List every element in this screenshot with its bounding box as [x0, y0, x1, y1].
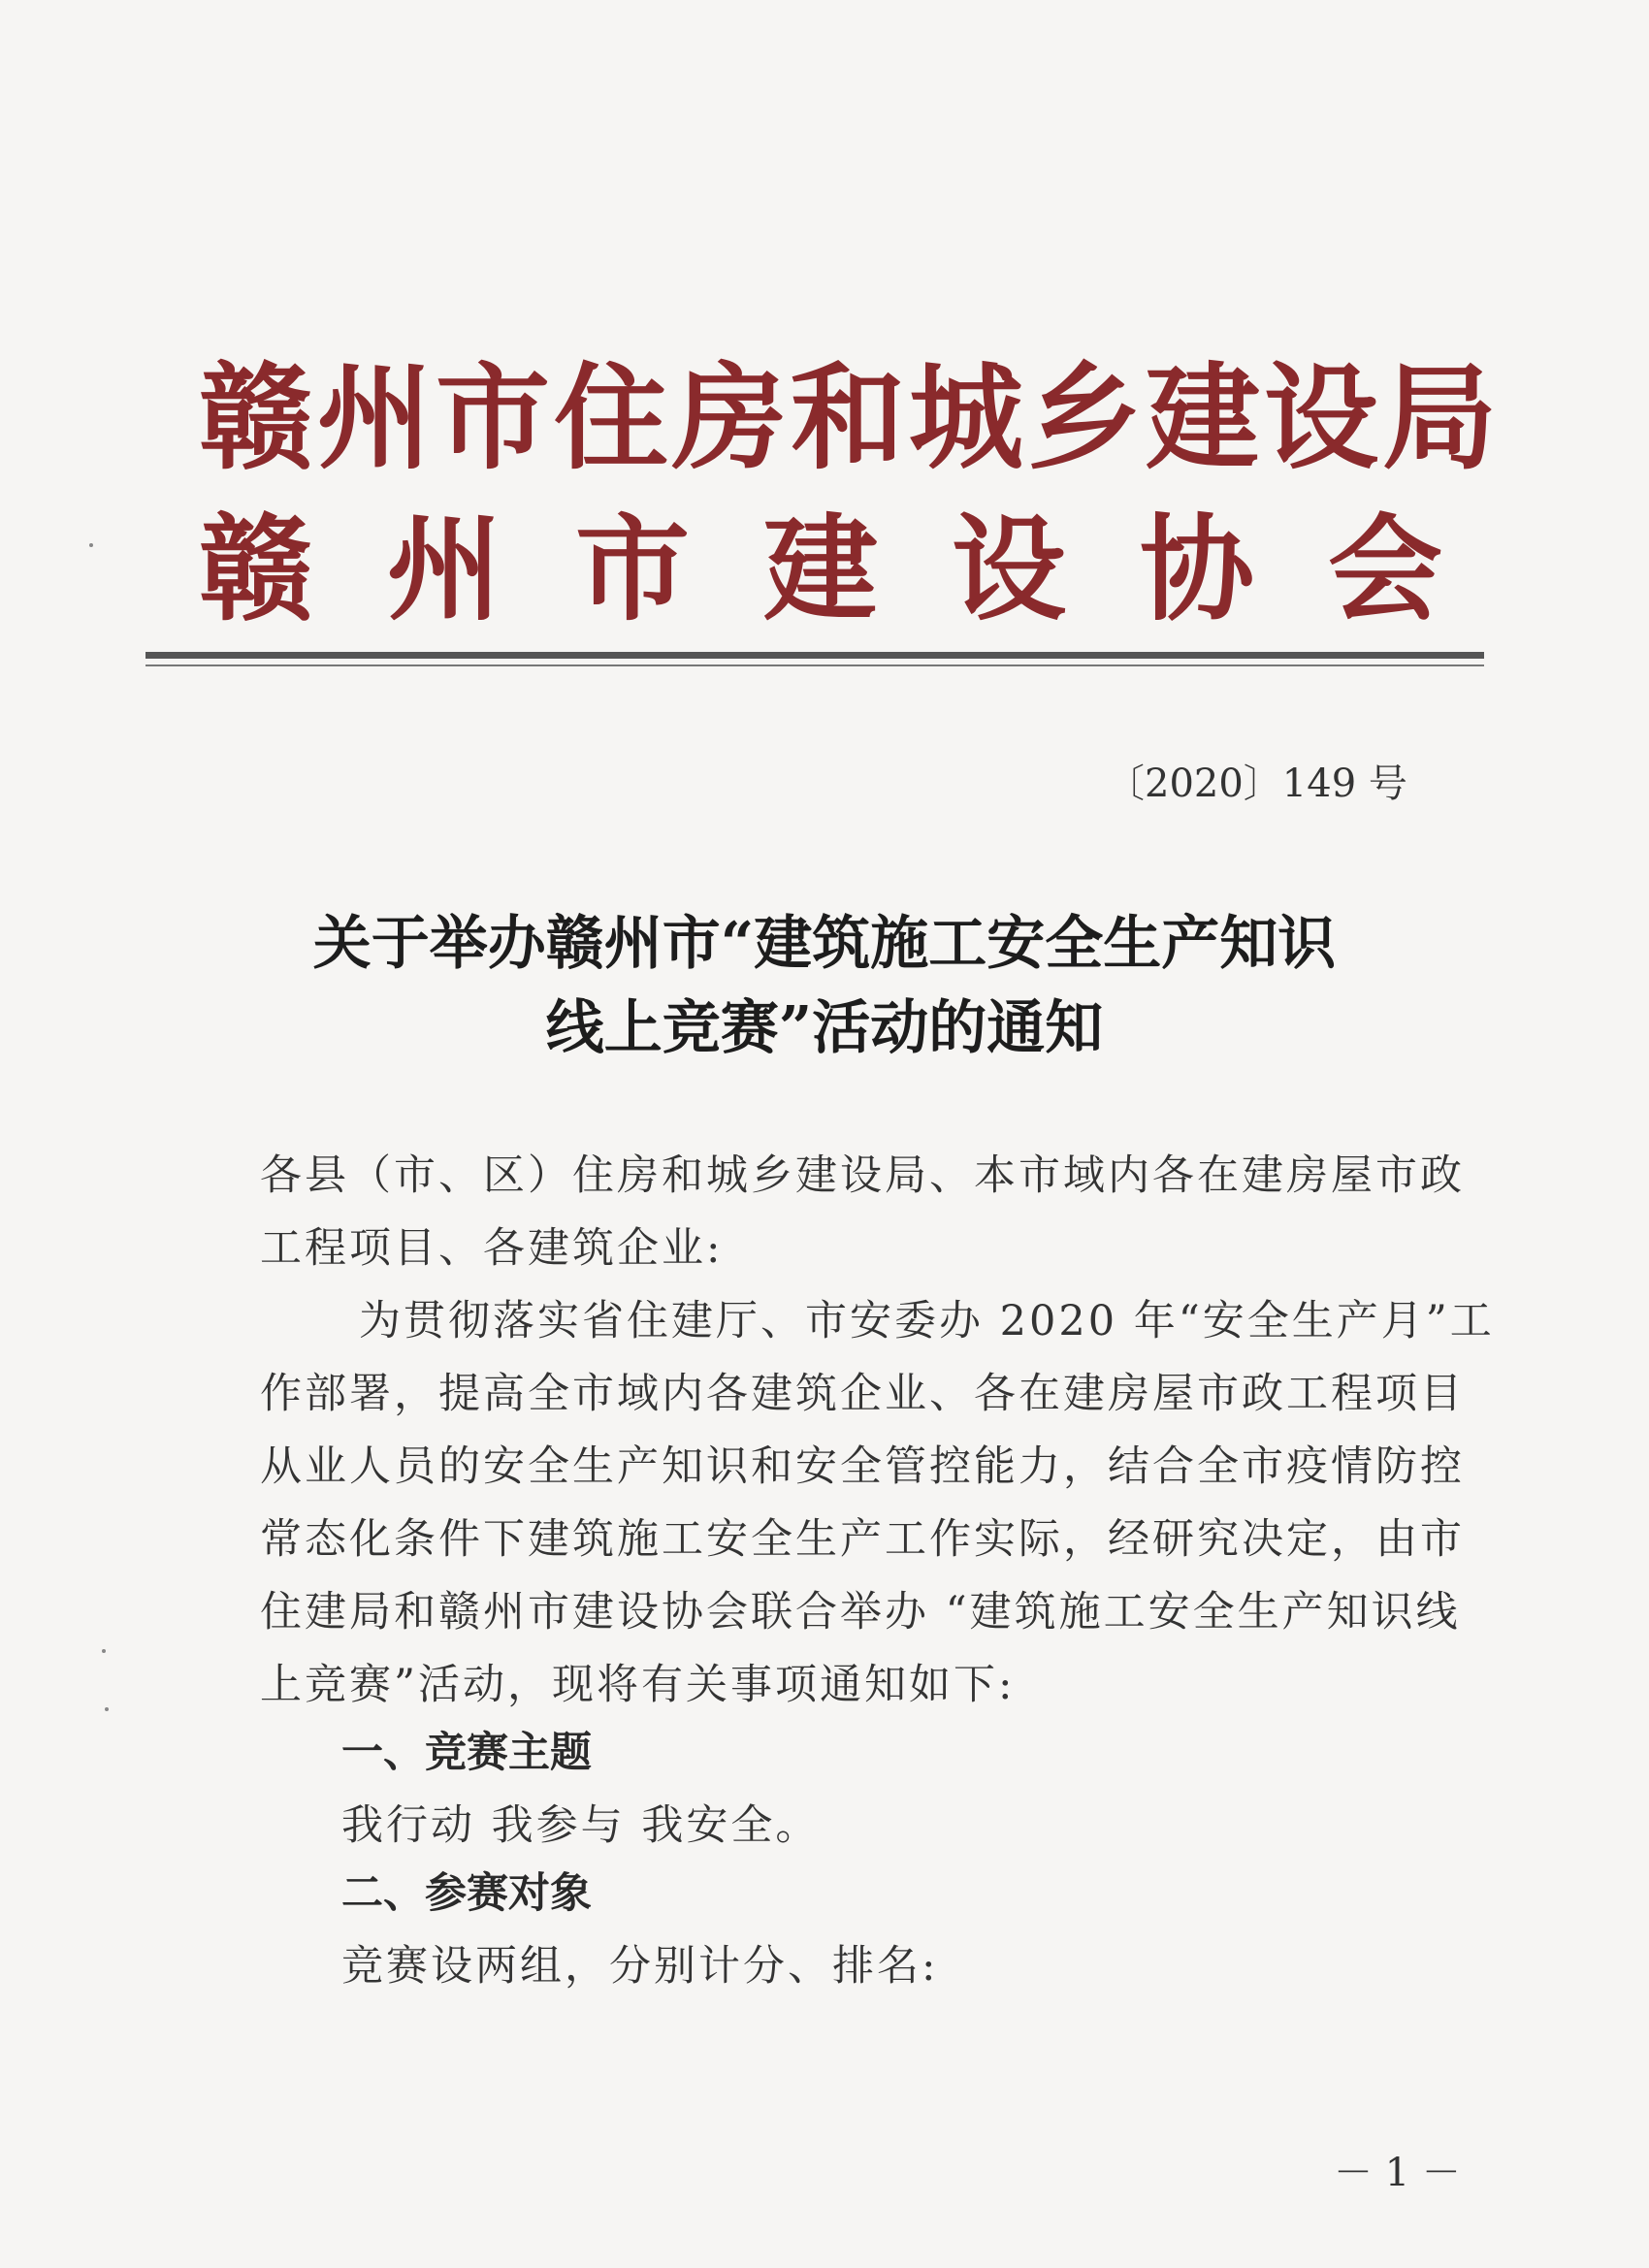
paragraph-line4: 常态化条件下建筑施工安全生产工作实际，经研究决定，由市: [260, 1515, 1465, 1564]
competition-theme: 我行动 我参与 我安全。: [341, 1801, 821, 1850]
participant-groups: 竞赛设两组，分别计分、排名:: [341, 1942, 939, 1991]
addressee-line2: 工程项目、各建筑企业:: [260, 1224, 724, 1273]
issuer-name-line1: 赣州市住房和城乡建设局: [199, 350, 1502, 485]
issuer-name-line2: 赣州市建设协会: [199, 502, 1517, 636]
document-number: 〔2020〕149 号: [1106, 761, 1407, 806]
paragraph-line5: 住建局和赣州市建设协会联合举办 “建筑施工安全生产知识线: [260, 1588, 1461, 1636]
section-heading-participants: 二、参赛对象: [341, 1869, 592, 1918]
notice-title-line1: 关于举办赣州市“建筑施工安全生产知识: [312, 910, 1337, 978]
paragraph-line3: 从业人员的安全生产知识和安全管控能力，结合全市疫情防控: [260, 1442, 1465, 1491]
paragraph-line1: 为贯彻落实省住建厅、市安委办 2020 年“安全生产月”工: [359, 1297, 1495, 1345]
header-divider-thin: [146, 664, 1484, 666]
scan-speck: [102, 1649, 106, 1653]
page-number: － 1 －: [1334, 2151, 1461, 2195]
section-heading-theme: 一、竞赛主题: [341, 1729, 592, 1777]
paragraph-line2: 作部署，提高全市域内各建筑企业、各在建房屋市政工程项目: [260, 1370, 1465, 1418]
scan-speck: [105, 1707, 109, 1711]
addressee-line1: 各县（市、区）住房和城乡建设局、本市域内各在建房屋市政: [260, 1151, 1465, 1200]
notice-title-line2: 线上竞赛”活动的通知: [545, 994, 1104, 1062]
scan-speck: [89, 543, 93, 547]
header-divider-thick: [146, 652, 1484, 659]
paragraph-line6: 上竞赛”活动，现将有关事项通知如下:: [260, 1661, 1016, 1709]
